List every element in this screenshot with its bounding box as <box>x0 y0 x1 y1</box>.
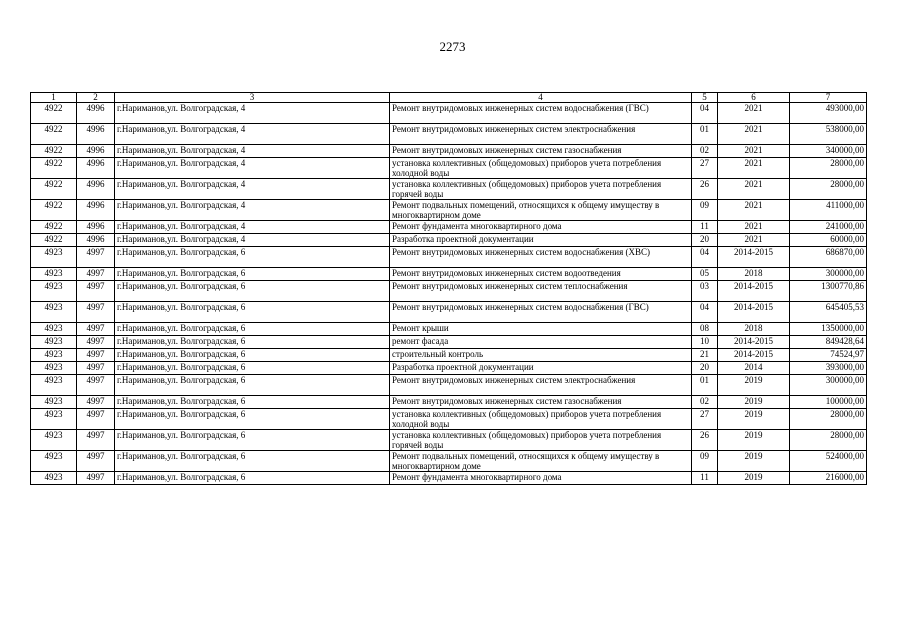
record-id-cell: 4923 <box>31 336 77 349</box>
work-code-cell: 01 <box>692 124 718 145</box>
record-id-cell: 4923 <box>31 375 77 396</box>
year-cell: 2019 <box>718 430 790 451</box>
table-row <box>31 268 867 281</box>
record-id-cell: 4922 <box>31 234 77 247</box>
work-code-cell: 05 <box>692 268 718 281</box>
table-row <box>31 396 867 409</box>
work-type-cell: установка коллективных (общедомовых) приборов учета потребления горячей воды <box>390 179 692 200</box>
record-id-cell: 4923 <box>31 302 77 323</box>
column-header: 7 <box>790 93 867 103</box>
cost-cell: 28000,00 <box>790 430 867 451</box>
column-header: 1 <box>31 93 77 103</box>
year-cell: 2019 <box>718 409 790 430</box>
work-code-cell: 20 <box>692 362 718 375</box>
cost-cell: 100000,00 <box>790 396 867 409</box>
address-cell: г.Нариманов,ул. Волгоградская, 4 <box>115 103 390 124</box>
table-row <box>31 472 867 485</box>
work-code-cell: 08 <box>692 323 718 336</box>
work-type-cell: Ремонт крыши <box>390 323 692 336</box>
table-row <box>31 145 867 158</box>
address-cell: г.Нариманов,ул. Волгоградская, 6 <box>115 430 390 451</box>
table-row <box>31 430 867 451</box>
house-id-cell: 4997 <box>77 247 115 268</box>
address-cell: г.Нариманов,ул. Волгоградская, 6 <box>115 247 390 268</box>
house-id-cell: 4997 <box>77 281 115 302</box>
address-cell: г.Нариманов,ул. Волгоградская, 4 <box>115 158 390 179</box>
year-cell: 2021 <box>718 221 790 234</box>
table-row <box>31 158 867 179</box>
address-cell: г.Нариманов,ул. Волгоградская, 6 <box>115 409 390 430</box>
work-type-cell: Ремонт внутридомовых инженерных систем водоотведения <box>390 268 692 281</box>
year-cell: 2014-2015 <box>718 247 790 268</box>
record-id-cell: 4923 <box>31 281 77 302</box>
table-row <box>31 200 867 221</box>
work-type-cell: Ремонт внутридомовых инженерных систем электроснабжения <box>390 124 692 145</box>
record-id-cell: 4923 <box>31 362 77 375</box>
house-id-cell: 4997 <box>77 302 115 323</box>
address-cell: г.Нариманов,ул. Волгоградская, 4 <box>115 124 390 145</box>
address-cell: г.Нариманов,ул. Волгоградская, 6 <box>115 472 390 485</box>
house-id-cell: 4997 <box>77 472 115 485</box>
work-type-cell: установка коллективных (общедомовых) приборов учета потребления холодной воды <box>390 158 692 179</box>
work-type-cell: Ремонт фундамента многоквартирного дома <box>390 472 692 485</box>
year-cell: 2021 <box>718 124 790 145</box>
cost-cell: 524000,00 <box>790 451 867 472</box>
work-type-cell: Ремонт внутридомовых инженерных систем теплоснабжения <box>390 281 692 302</box>
address-cell: г.Нариманов,ул. Волгоградская, 4 <box>115 200 390 221</box>
work-type-cell: Ремонт внутридомовых инженерных систем газоснабжения <box>390 396 692 409</box>
work-type-cell: Ремонт внутридомовых инженерных систем газоснабжения <box>390 145 692 158</box>
table-row <box>31 234 867 247</box>
year-cell: 2014 <box>718 362 790 375</box>
column-header: 3 <box>115 93 390 103</box>
house-id-cell: 4997 <box>77 336 115 349</box>
house-id-cell: 4996 <box>77 103 115 124</box>
table-row <box>31 349 867 362</box>
record-id-cell: 4923 <box>31 451 77 472</box>
table-body <box>31 103 867 485</box>
cost-cell: 340000,00 <box>790 145 867 158</box>
record-id-cell: 4923 <box>31 430 77 451</box>
column-header: 6 <box>718 93 790 103</box>
house-id-cell: 4996 <box>77 234 115 247</box>
address-cell: г.Нариманов,ул. Волгоградская, 6 <box>115 268 390 281</box>
address-cell: г.Нариманов,ул. Волгоградская, 4 <box>115 179 390 200</box>
year-cell: 2014-2015 <box>718 302 790 323</box>
work-type-cell: Ремонт внутридомовых инженерных систем водоснабжения (ГВС) <box>390 103 692 124</box>
house-id-cell: 4996 <box>77 124 115 145</box>
house-id-cell: 4997 <box>77 451 115 472</box>
cost-cell: 538000,00 <box>790 124 867 145</box>
cost-cell: 1350000,00 <box>790 323 867 336</box>
record-id-cell: 4922 <box>31 179 77 200</box>
house-id-cell: 4996 <box>77 200 115 221</box>
work-code-cell: 27 <box>692 158 718 179</box>
table-row <box>31 336 867 349</box>
table-row <box>31 124 867 145</box>
house-id-cell: 4996 <box>77 221 115 234</box>
work-code-cell: 03 <box>692 281 718 302</box>
table-row <box>31 409 867 430</box>
year-cell: 2014-2015 <box>718 349 790 362</box>
cost-cell: 1300770,86 <box>790 281 867 302</box>
address-cell: г.Нариманов,ул. Волгоградская, 6 <box>115 336 390 349</box>
cost-cell: 393000,00 <box>790 362 867 375</box>
year-cell: 2019 <box>718 472 790 485</box>
house-id-cell: 4996 <box>77 179 115 200</box>
record-id-cell: 4923 <box>31 409 77 430</box>
repair-program-table <box>30 92 867 485</box>
house-id-cell: 4997 <box>77 268 115 281</box>
address-cell: г.Нариманов,ул. Волгоградская, 6 <box>115 362 390 375</box>
cost-cell: 300000,00 <box>790 268 867 281</box>
year-cell: 2014-2015 <box>718 336 790 349</box>
work-type-cell: Ремонт подвальных помещений, относящихся к общему имуществу в многоквартирном доме <box>390 451 692 472</box>
year-cell: 2021 <box>718 179 790 200</box>
record-id-cell: 4923 <box>31 268 77 281</box>
table-row <box>31 281 867 302</box>
address-cell: г.Нариманов,ул. Волгоградская, 6 <box>115 349 390 362</box>
cost-cell: 28000,00 <box>790 179 867 200</box>
work-type-cell: ремонт фасада <box>390 336 692 349</box>
year-cell: 2021 <box>718 200 790 221</box>
house-id-cell: 4997 <box>77 430 115 451</box>
record-id-cell: 4922 <box>31 158 77 179</box>
header-row <box>31 93 867 103</box>
work-code-cell: 20 <box>692 234 718 247</box>
table-row <box>31 451 867 472</box>
address-cell: г.Нариманов,ул. Волгоградская, 6 <box>115 396 390 409</box>
cost-cell: 241000,00 <box>790 221 867 234</box>
address-cell: г.Нариманов,ул. Волгоградская, 6 <box>115 451 390 472</box>
record-id-cell: 4922 <box>31 200 77 221</box>
address-cell: г.Нариманов,ул. Волгоградская, 6 <box>115 323 390 336</box>
table-row <box>31 103 867 124</box>
year-cell: 2014-2015 <box>718 281 790 302</box>
work-type-cell: Ремонт внутридомовых инженерных систем электроснабжения <box>390 375 692 396</box>
work-code-cell: 04 <box>692 302 718 323</box>
column-header: 4 <box>390 93 692 103</box>
table-row <box>31 323 867 336</box>
table-row <box>31 375 867 396</box>
cost-cell: 300000,00 <box>790 375 867 396</box>
work-code-cell: 09 <box>692 451 718 472</box>
work-type-cell: Ремонт внутридомовых инженерных систем водоснабжения (ХВС) <box>390 247 692 268</box>
work-type-cell: Ремонт внутридомовых инженерных систем водоснабжения (ГВС) <box>390 302 692 323</box>
year-cell: 2021 <box>718 145 790 158</box>
work-code-cell: 01 <box>692 375 718 396</box>
year-cell: 2018 <box>718 323 790 336</box>
address-cell: г.Нариманов,ул. Волгоградская, 4 <box>115 234 390 247</box>
house-id-cell: 4997 <box>77 349 115 362</box>
work-code-cell: 26 <box>692 430 718 451</box>
house-id-cell: 4997 <box>77 323 115 336</box>
year-cell: 2021 <box>718 234 790 247</box>
record-id-cell: 4923 <box>31 472 77 485</box>
table-row <box>31 247 867 268</box>
work-code-cell: 26 <box>692 179 718 200</box>
table-row <box>31 362 867 375</box>
column-header: 5 <box>692 93 718 103</box>
table-row <box>31 221 867 234</box>
work-code-cell: 11 <box>692 221 718 234</box>
work-code-cell: 04 <box>692 247 718 268</box>
work-code-cell: 02 <box>692 396 718 409</box>
cost-cell: 74524,97 <box>790 349 867 362</box>
work-type-cell: Разработка проектной документации <box>390 362 692 375</box>
work-code-cell: 10 <box>692 336 718 349</box>
record-id-cell: 4923 <box>31 323 77 336</box>
house-id-cell: 4997 <box>77 362 115 375</box>
year-cell: 2019 <box>718 451 790 472</box>
record-id-cell: 4923 <box>31 247 77 268</box>
house-id-cell: 4997 <box>77 375 115 396</box>
work-type-cell: Ремонт фундамента многоквартирного дома <box>390 221 692 234</box>
work-type-cell: установка коллективных (общедомовых) приборов учета потребления холодной воды <box>390 409 692 430</box>
page-number: 2273 <box>439 39 466 54</box>
record-id-cell: 4923 <box>31 396 77 409</box>
work-code-cell: 11 <box>692 472 718 485</box>
house-id-cell: 4997 <box>77 396 115 409</box>
house-id-cell: 4996 <box>77 145 115 158</box>
cost-cell: 28000,00 <box>790 158 867 179</box>
cost-cell: 60000,00 <box>790 234 867 247</box>
cost-cell: 849428,64 <box>790 336 867 349</box>
house-id-cell: 4997 <box>77 409 115 430</box>
work-code-cell: 21 <box>692 349 718 362</box>
record-id-cell: 4922 <box>31 124 77 145</box>
work-code-cell: 02 <box>692 145 718 158</box>
year-cell: 2019 <box>718 375 790 396</box>
work-code-cell: 27 <box>692 409 718 430</box>
column-header: 2 <box>77 93 115 103</box>
work-type-cell: Разработка проектной документации <box>390 234 692 247</box>
year-cell: 2021 <box>718 158 790 179</box>
table-row <box>31 302 867 323</box>
cost-cell: 645405,53 <box>790 302 867 323</box>
cost-cell: 493000,00 <box>790 103 867 124</box>
cost-cell: 686870,00 <box>790 247 867 268</box>
address-cell: г.Нариманов,ул. Волгоградская, 4 <box>115 221 390 234</box>
year-cell: 2018 <box>718 268 790 281</box>
work-code-cell: 09 <box>692 200 718 221</box>
address-cell: г.Нариманов,ул. Волгоградская, 6 <box>115 302 390 323</box>
work-type-cell: строительный контроль <box>390 349 692 362</box>
record-id-cell: 4922 <box>31 103 77 124</box>
house-id-cell: 4996 <box>77 158 115 179</box>
address-cell: г.Нариманов,ул. Волгоградская, 6 <box>115 375 390 396</box>
year-cell: 2021 <box>718 103 790 124</box>
work-type-cell: Ремонт подвальных помещений, относящихся к общему имуществу в многоквартирном доме <box>390 200 692 221</box>
cost-cell: 411000,00 <box>790 200 867 221</box>
record-id-cell: 4923 <box>31 349 77 362</box>
record-id-cell: 4922 <box>31 145 77 158</box>
address-cell: г.Нариманов,ул. Волгоградская, 4 <box>115 145 390 158</box>
work-code-cell: 04 <box>692 103 718 124</box>
record-id-cell: 4922 <box>31 221 77 234</box>
address-cell: г.Нариманов,ул. Волгоградская, 6 <box>115 281 390 302</box>
year-cell: 2019 <box>718 396 790 409</box>
cost-cell: 216000,00 <box>790 472 867 485</box>
cost-cell: 28000,00 <box>790 409 867 430</box>
table-row <box>31 179 867 200</box>
work-type-cell: установка коллективных (общедомовых) приборов учета потребления горячей воды <box>390 430 692 451</box>
